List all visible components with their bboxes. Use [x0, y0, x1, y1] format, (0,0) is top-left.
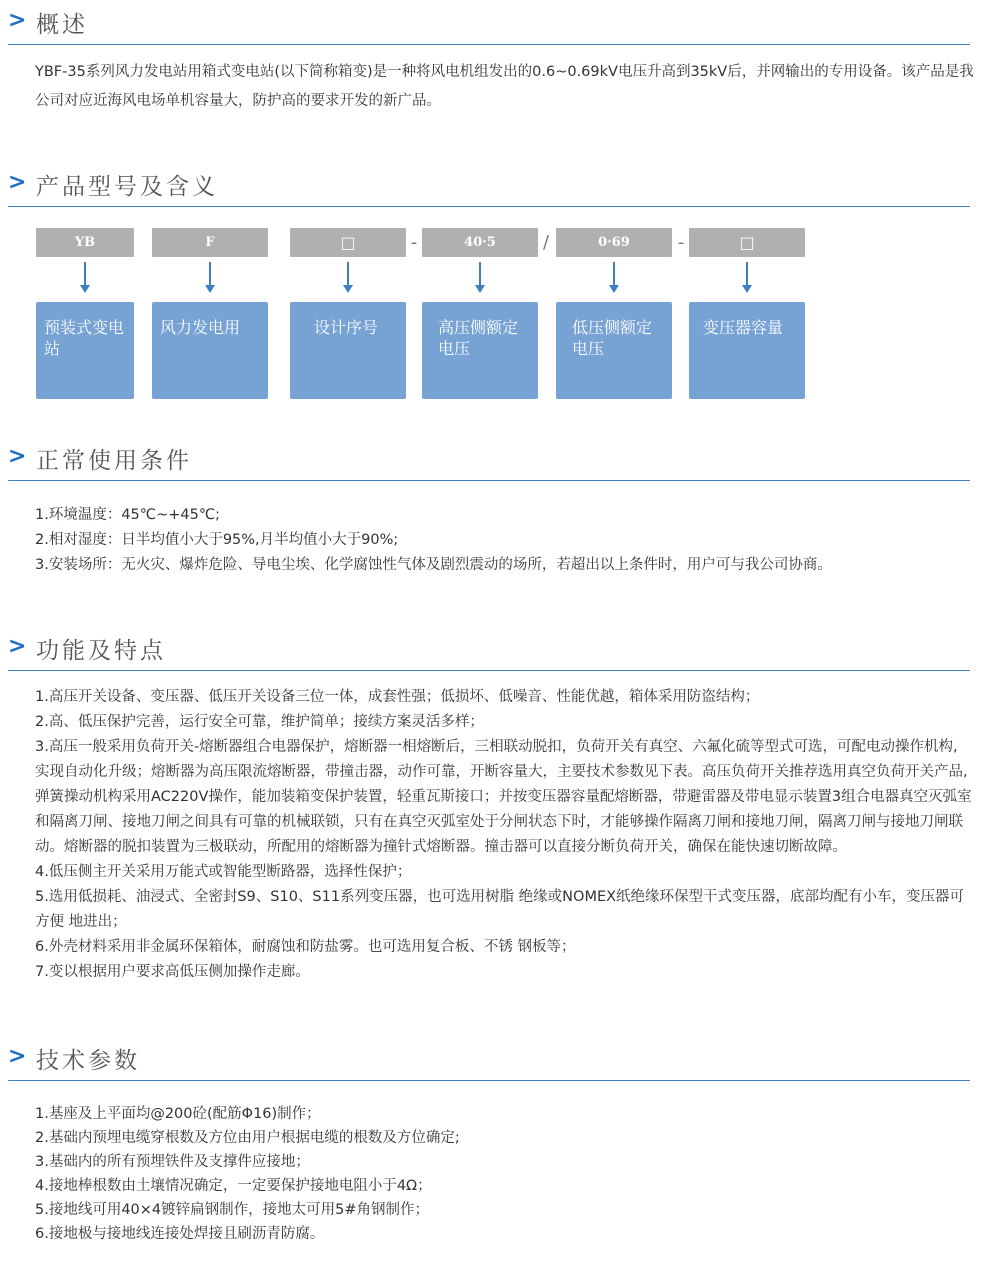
list-item: 6.接地极与接地线连接处焊接且刷沥青防腐。: [35, 1226, 325, 1242]
list-item: 6.外壳材料采用非金属环保箱体，耐腐蚀和防盐雾。也可选用复合板、不锈 钢板等；: [35, 939, 576, 955]
features-list: [35, 685, 975, 985]
model-code-box: □: [689, 228, 805, 257]
arrow-down-icon: [475, 262, 485, 296]
tech-list: [35, 1102, 975, 1246]
section-title: 功能及特点: [36, 638, 166, 664]
model-meaning-box: 低压侧额定电压: [556, 302, 672, 399]
chevron-right-icon: >: [8, 170, 27, 195]
section-title: 正常使用条件: [36, 448, 192, 474]
list-item: 2.基础内预埋电缆穿根数及方位由用户根据电缆的根数及方位确定;: [35, 1130, 460, 1146]
list-item: 3.基础内的所有预埋铁件及支撑件应接地；: [35, 1154, 310, 1170]
section-header-overview: [8, 4, 970, 45]
model-meaning-box: 风力发电用: [152, 302, 268, 399]
list-item: 5.接地线可用40×4镀锌扁钢制作，接地太可用5#角钢制作；: [35, 1202, 430, 1218]
model-separator: -: [677, 232, 685, 253]
model-code-box: YB: [36, 228, 134, 257]
list-item: 1.高压开关设备、变压器、低压开关设备三位一体，成套性强；低损坏、低噪音、性能优越，箱体采用防盗结构；: [35, 689, 760, 705]
model-meaning-box: 变压器容量: [689, 302, 805, 399]
model-separator: /: [542, 232, 550, 253]
list-item: 4.接地棒根数由土壤情况确定，一定要保护接地电阻小于4Ω；: [35, 1178, 432, 1194]
section-header-conditions: [8, 440, 970, 481]
model-meaning-box: 高压侧额定电压: [422, 302, 538, 399]
list-item: 1.基座及上平面均@200砼(配筋Φ16)制作；: [35, 1106, 321, 1122]
model-code-box: F: [152, 228, 268, 257]
arrow-down-icon: [343, 262, 353, 296]
section-title: 技术参数: [36, 1048, 140, 1074]
conditions-list: [35, 503, 975, 578]
section-header-features: [8, 630, 970, 671]
chevron-right-icon: >: [8, 8, 27, 33]
model-separator: -: [410, 232, 418, 253]
model-code-box: 0·69: [556, 228, 672, 257]
arrow-down-icon: [205, 262, 215, 296]
chevron-right-icon: >: [8, 634, 27, 659]
arrow-down-icon: [609, 262, 619, 296]
section-title: 概述: [36, 12, 88, 38]
chevron-right-icon: >: [8, 1044, 27, 1069]
arrow-down-icon: [80, 262, 90, 296]
section-header-model: [8, 166, 970, 207]
chevron-right-icon: >: [8, 444, 27, 469]
overview-paragraph: YBF-35系列风力发电站用箱式变电站(以下简称箱变)是一种将风电机组发出的0.6~0.69kV电压升高到35kV后，并网输出的专用设备。该产品是我公司对应近海风电场单机容量大，防护高的要求开发的新广品。: [35, 64, 974, 109]
list-item: 2.相对湿度：日半均值小大于95%,月半均值小大于90%;: [35, 532, 399, 548]
list-item: 7.变以根据用户要求高低压侧加操作走廊。: [35, 964, 310, 980]
arrow-down-icon: [742, 262, 752, 296]
model-meaning-box: 设计序号: [290, 302, 406, 399]
list-item: 2.高、低压保护完善，运行安全可靠，维护简单；接续方案灵活多样；: [35, 714, 484, 730]
model-code-box: 40·5: [422, 228, 538, 257]
list-item: 3.高压一般采用负荷开关-熔断器组合电器保护，熔断器一相熔断后，三相联动脱扣，负荷开关有真空、六氟化硫等型式可选，可配电动操作机构, 实现自动化升级；熔断器为高压限流熔断器，带撞击器，动作可靠，开断容量大，主要技术参数见下表。高压负荷开关推荐选用真空负荷开关产品, 弹簧操动机构采用AC220V操作，能加装箱变保护装置，轻重瓦斯接口；并按变压器容量配熔断器，带避雷器及带电显示装置3组合电器真空灭弧室和隔离刀闸、接地刀闸之间具有可靠的机械联锁，只有在真空灭弧室处于分闸状态下时，才能够操作隔离刀闸和接地刀闸，隔离刀闸与接地刀闸联动。熔断器的脱扣装置为三极联动，所配用的熔断器为撞针式熔断器。撞击器可以直接分断负荷开关，确保在能快速切断故障。: [35, 739, 972, 855]
list-item: 5.选用低损耗、油浸式、全密封S9、S10、S11系列变压器，也可选用树脂 绝缘或NOMEX纸绝缘环保型干式变压器，底部均配有小车，变压器可方便 地进出；: [35, 889, 965, 930]
model-meaning-box: 预装式变电站: [36, 302, 134, 399]
section-title: 产品型号及含义: [36, 174, 218, 200]
list-item: 1.环境温度：45℃~+45℃;: [35, 507, 220, 523]
section-header-tech: [8, 1040, 970, 1081]
list-item: 4.低压侧主开关采用万能式或智能型断路器，选择性保护；: [35, 864, 412, 880]
model-code-box: □: [290, 228, 406, 257]
list-item: 3.安装场所：无火灾、爆炸危险、导电尘埃、化学腐蚀性气体及剧烈震动的场所，若超出以上条件时，用户可与我公司协商。: [35, 557, 832, 573]
